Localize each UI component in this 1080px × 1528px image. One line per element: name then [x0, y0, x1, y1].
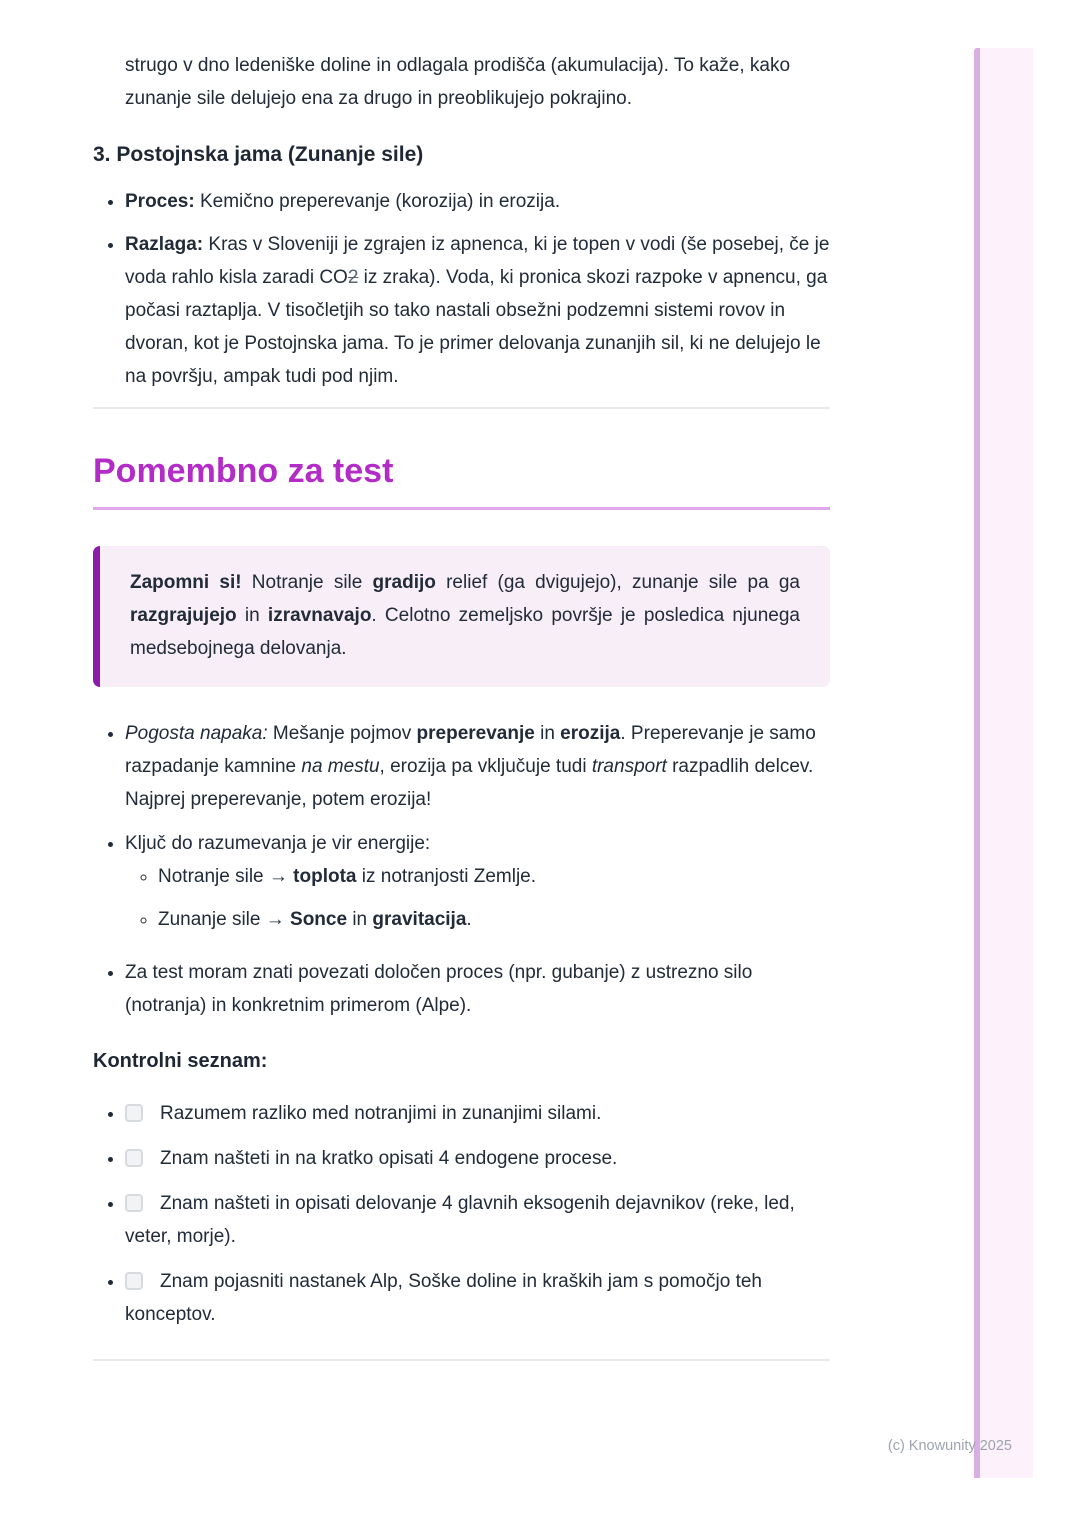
checkbox-unchecked-icon[interactable] — [125, 1272, 143, 1290]
checkbox-unchecked-icon[interactable] — [125, 1194, 143, 1212]
list-item-proces: • Proces: Kemično preperevanje (korozija) in erozija. — [125, 185, 830, 218]
checklist-item — [125, 1142, 830, 1175]
intro-paragraph: strugo v dno ledeniške doline in odlagala prodišča (akumulacija). To kaže, kako zunanje sile delujejo ena za drugo in preoblikujejo pokrajino. — [125, 55, 791, 109]
section-heading-postojnska-jama: 3. Postojnska jama (Zunanje sile) — [93, 143, 424, 166]
remember-callout — [93, 546, 830, 687]
checkbox-unchecked-icon[interactable] — [125, 1104, 143, 1122]
list-item-test-link: • Za test moram znati povezati določen proces (npr. gubanje) z ustrezno silo (notranja) in konkretnim primerom (Alpe). — [125, 956, 830, 1022]
checklist-item — [125, 1265, 830, 1331]
checklist-item-label: Znam pojasniti nastanek Alp, Soške doline in kraških jam s pomočjo teh konceptov. — [125, 1271, 762, 1325]
list-item-razlaga: • Razlaga: Kras v Sloveniji je zgrajen iz apnenca, ki je topen v vodi (še posebej, če je voda rahlo kisla zaradi CO2 iz zraka). Voda, ki pronica skozi razpoke v apnencu, ga počasi raztaplja. V tisočletjih so tako nastali obsežni podzemni sistemi rovov in dvoran, kot je Postojnska jama. To je primer delovanja zunanjih sil, ki ne delujejo le na površju, ampak tudi pod njim. — [125, 228, 830, 393]
energy-key-text: Ključ do razumevanja je vir energije: — [125, 833, 431, 854]
list-item-common-mistake: • Pogosta napaka: Mešanje pojmov preperevanje in erozija. Preperevanje je samo razpadanje kamnine na mestu, erozija pa vključuje tudi transport razpadlih delcev. Najprej preperevanje, potem erozija! — [125, 717, 830, 816]
checklist-item-label: Znam našteti in opisati delovanje 4 glavnih eksogenih dejavnikov (reke, led, veter, morje). — [125, 1193, 795, 1247]
section-divider-top — [93, 407, 830, 409]
checkbox-unchecked-icon[interactable] — [125, 1149, 143, 1167]
sub-item-internal-forces: ◦ Notranje sile → toplota iz notranjosti Zemlje. — [158, 860, 830, 893]
important-notes-list — [93, 717, 830, 1022]
energy-sub-list — [125, 860, 830, 936]
page-title-pomembno-za-test: Pomembno za test — [93, 451, 830, 510]
checklist-item — [125, 1187, 830, 1253]
callout-text: Zapomni si! Notranje sile gradijo relief (ga dvigujejo), zunanje sile pa ga razgrajujejo in izravnavajo. Celotno zemeljsko površje je posledica njunega medsebojnega delovanja. — [130, 572, 800, 659]
sub-item-external-forces: ◦ Zunanje sile → Sonce in gravitacija. — [158, 903, 830, 936]
process-explanation-list — [93, 185, 830, 393]
checklist — [93, 1097, 830, 1331]
checklist-item-label: Znam našteti in na kratko opisati 4 endogene procese. — [160, 1148, 618, 1169]
page-edge-strip — [974, 48, 1033, 1478]
checklist-item-label: Razumem razliko med notranjimi in zunanjimi silami. — [160, 1103, 602, 1124]
checklist-item — [125, 1097, 830, 1130]
checklist-heading: Kontrolni seznam: — [93, 1050, 268, 1072]
section-divider-bottom — [93, 1359, 830, 1361]
copyright-footer: (c) Knowunity 2025 — [887, 1438, 1012, 1454]
list-item-energy-key — [125, 827, 830, 936]
note-page-content — [93, 0, 830, 1361]
